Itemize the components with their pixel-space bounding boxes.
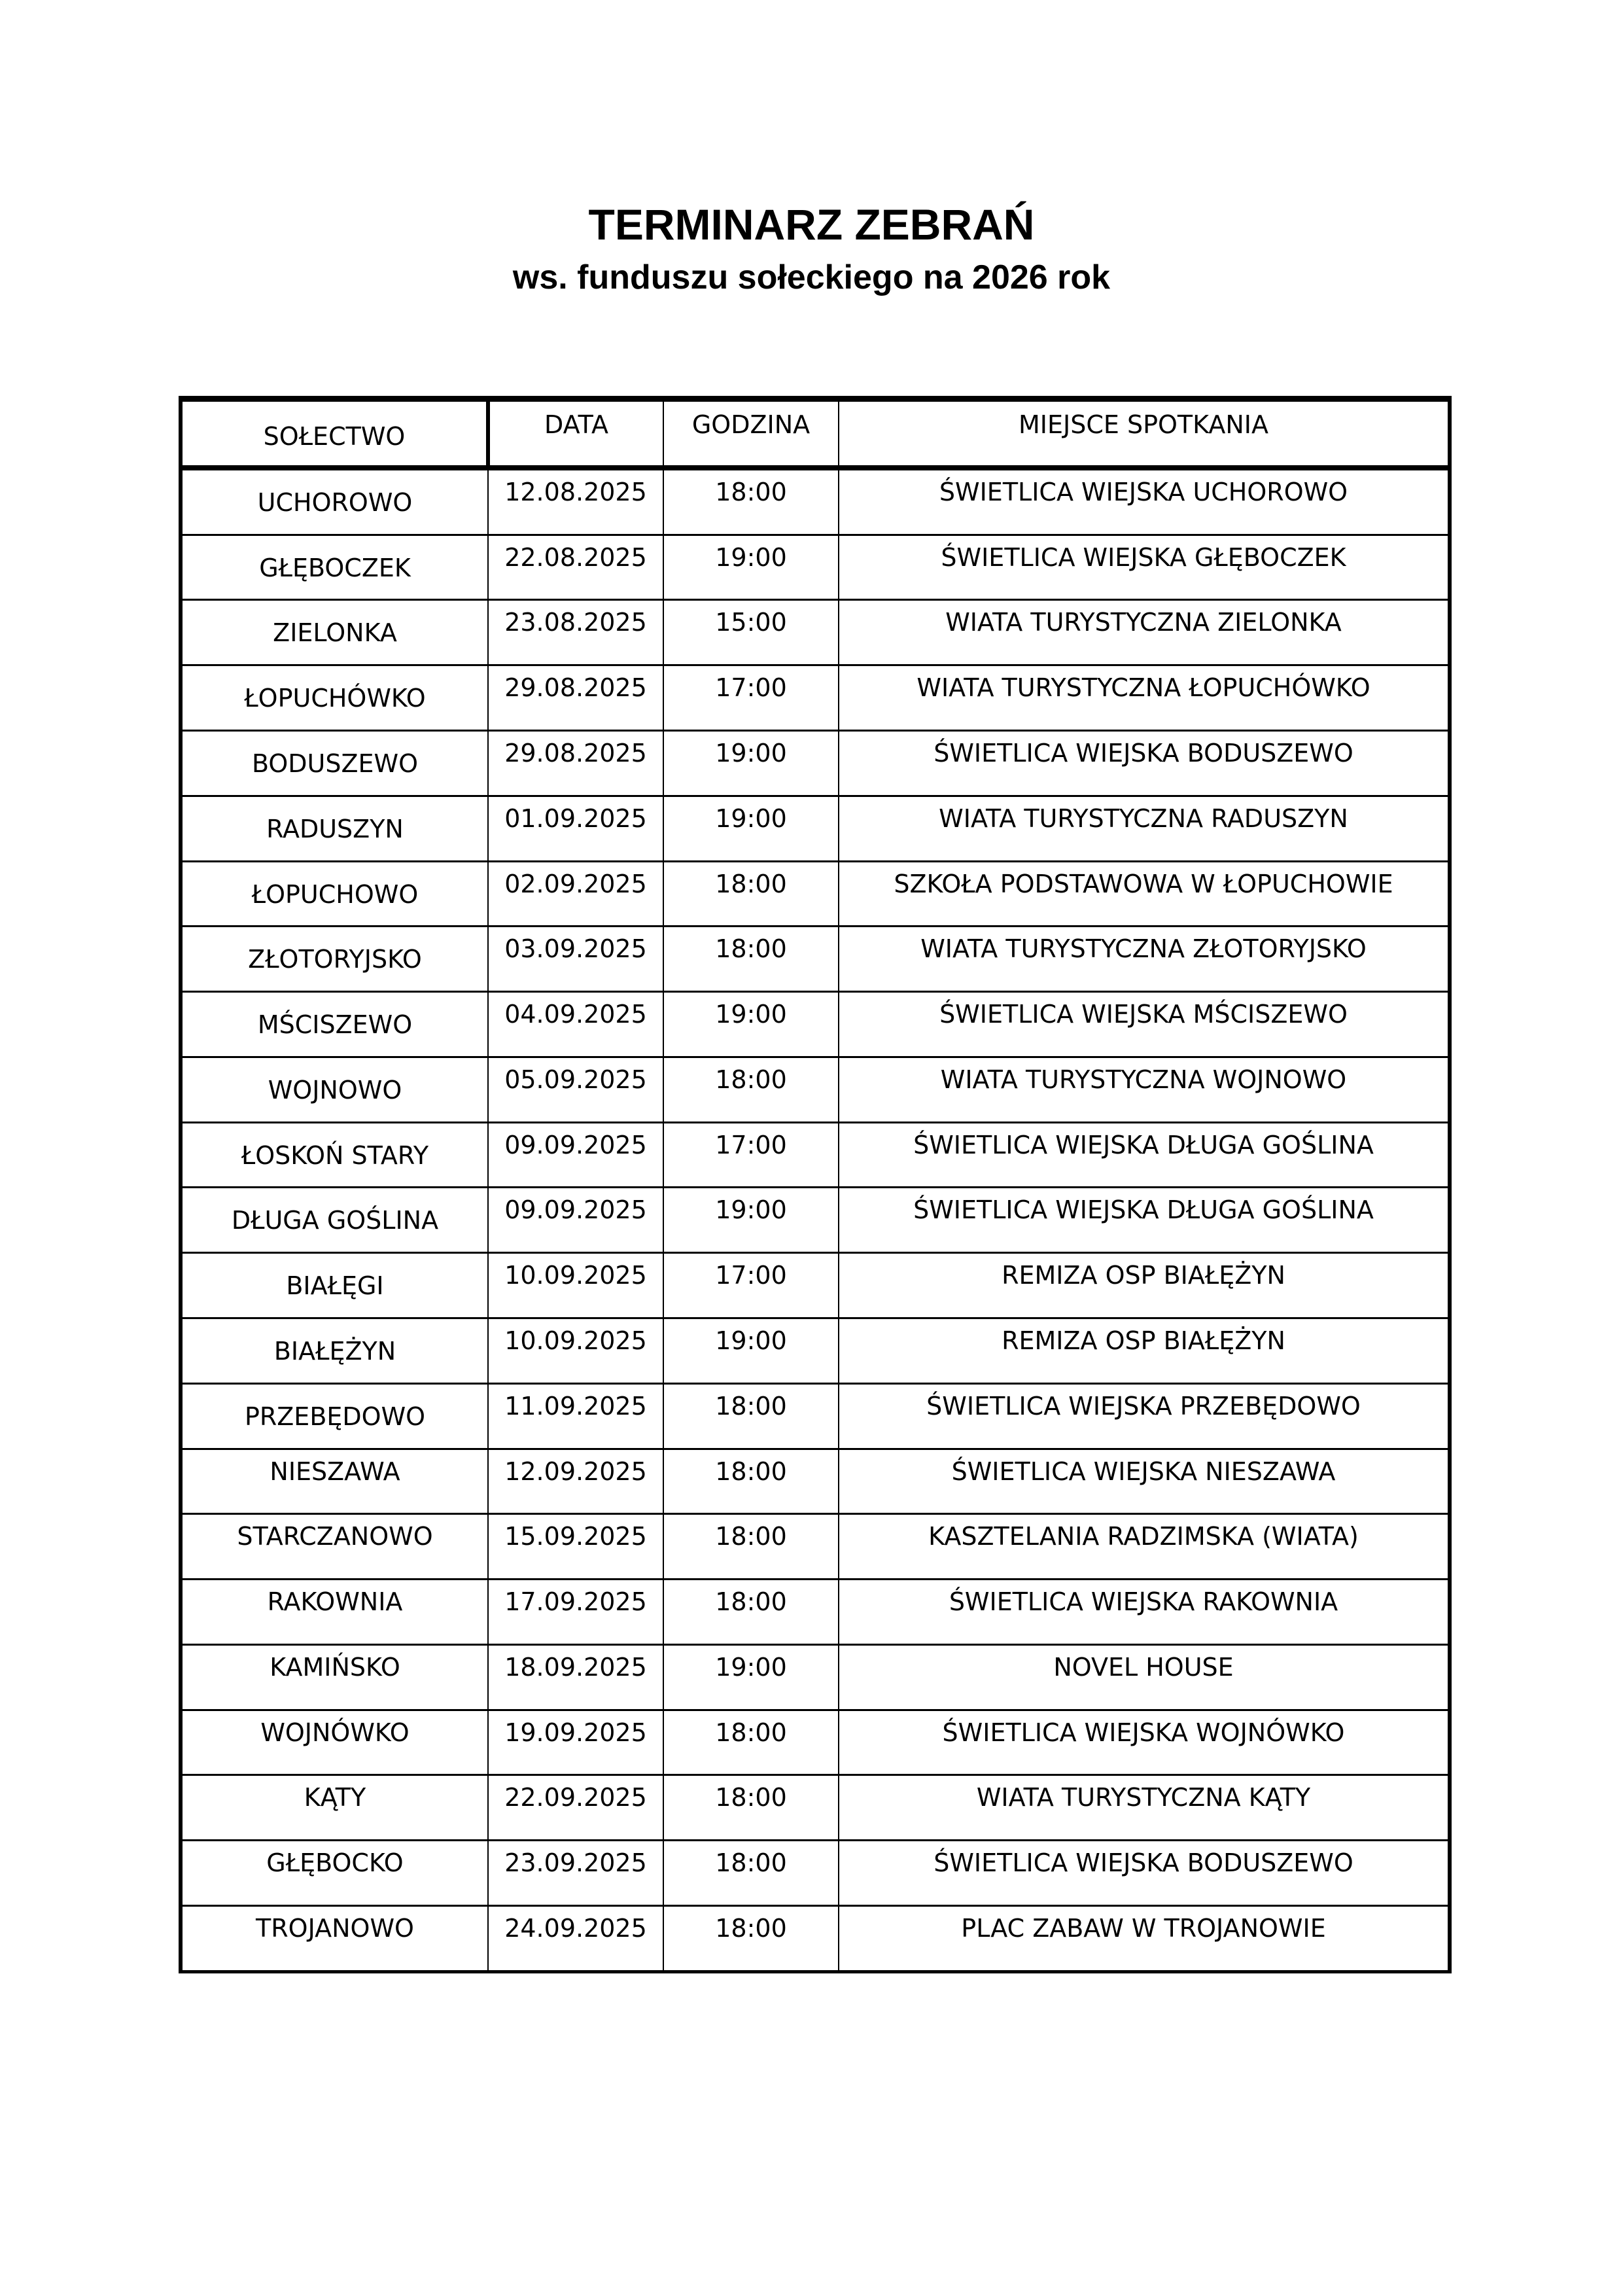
cell-miejsce: KASZTELANIA RADZIMSKA (WIATA) bbox=[928, 1522, 1359, 1551]
cell-godzina-container bbox=[663, 665, 839, 731]
cell-data: 09.09.2025 bbox=[504, 1130, 647, 1159]
cell-data: 22.08.2025 bbox=[504, 542, 647, 572]
cell-solectwo-container bbox=[181, 1057, 488, 1122]
header-cell-data bbox=[488, 399, 663, 468]
cell-solectwo: MŚCISZEWO bbox=[257, 1010, 413, 1040]
cell-data: 03.09.2025 bbox=[504, 934, 647, 964]
cell-solectwo: KAMIŃSKO bbox=[270, 1652, 400, 1682]
cell-data: 19.09.2025 bbox=[504, 1718, 647, 1747]
cell-data: 01.09.2025 bbox=[504, 804, 647, 833]
cell-solectwo-container bbox=[181, 1644, 488, 1710]
header-cell-godzina bbox=[663, 399, 839, 468]
cell-miejsce-container bbox=[839, 1253, 1450, 1318]
cell-miejsce-container bbox=[839, 1775, 1450, 1841]
cell-miejsce: WIATA TURYSTYCZNA RADUSZYN bbox=[939, 804, 1348, 833]
cell-solectwo: KĄTY bbox=[304, 1783, 366, 1812]
cell-solectwo: BIAŁĘŻYN bbox=[273, 1337, 396, 1366]
cell-godzina-container bbox=[663, 1906, 839, 1972]
cell-solectwo-container bbox=[181, 1318, 488, 1384]
cell-data-container bbox=[488, 1057, 663, 1122]
table-row bbox=[181, 1318, 1450, 1384]
cell-godzina-container bbox=[663, 730, 839, 796]
cell-godzina: 18:00 bbox=[715, 1065, 787, 1094]
header-cell-miejsce bbox=[839, 399, 1450, 468]
cell-data: 12.09.2025 bbox=[504, 1457, 647, 1486]
header-solectwo: SOŁECTWO bbox=[263, 422, 406, 451]
cell-miejsce: REMIZA OSP BIAŁĘŻYN bbox=[1002, 1326, 1285, 1355]
cell-miejsce-container bbox=[839, 1122, 1450, 1188]
cell-miejsce: ŚWIETLICA WIEJSKA BODUSZEWO bbox=[934, 738, 1353, 768]
cell-godzina: 17:00 bbox=[715, 1130, 787, 1159]
cell-godzina: 18:00 bbox=[715, 1457, 787, 1486]
cell-solectwo-container bbox=[181, 730, 488, 796]
cell-miejsce-container bbox=[839, 1514, 1450, 1580]
cell-data: 05.09.2025 bbox=[504, 1065, 647, 1094]
cell-solectwo-container bbox=[181, 1906, 488, 1972]
table-row bbox=[181, 1122, 1450, 1188]
cell-godzina-container bbox=[663, 1644, 839, 1710]
table-row bbox=[181, 1253, 1450, 1318]
cell-solectwo: PRZEBĘDOWO bbox=[244, 1402, 426, 1431]
cell-data-container bbox=[488, 1580, 663, 1645]
cell-data-container bbox=[488, 927, 663, 992]
header-miejsce: MIEJSCE SPOTKANIA bbox=[1019, 410, 1268, 439]
cell-solectwo: ZŁOTORYJSKO bbox=[248, 945, 422, 974]
cell-godzina: 18:00 bbox=[715, 1718, 787, 1747]
cell-data: 24.09.2025 bbox=[504, 1914, 647, 1943]
cell-data-container bbox=[488, 1449, 663, 1514]
cell-godzina: 19:00 bbox=[715, 1326, 787, 1355]
cell-miejsce: ŚWIETLICA WIEJSKA BODUSZEWO bbox=[934, 1848, 1353, 1878]
table-row bbox=[181, 665, 1450, 731]
cell-godzina: 19:00 bbox=[715, 1000, 787, 1029]
table-row bbox=[181, 1644, 1450, 1710]
cell-data: 09.09.2025 bbox=[504, 1195, 647, 1225]
cell-godzina: 18:00 bbox=[715, 1914, 787, 1943]
cell-godzina: 19:00 bbox=[715, 1195, 787, 1225]
header-godzina: GODZINA bbox=[691, 410, 811, 439]
cell-data: 02.09.2025 bbox=[504, 869, 647, 898]
cell-data-container bbox=[488, 1318, 663, 1384]
cell-data-container bbox=[488, 730, 663, 796]
cell-miejsce-container bbox=[839, 1449, 1450, 1514]
cell-godzina: 17:00 bbox=[715, 1261, 787, 1290]
cell-data: 17.09.2025 bbox=[504, 1587, 647, 1617]
cell-godzina: 18:00 bbox=[715, 1587, 787, 1617]
table-row bbox=[181, 1710, 1450, 1775]
cell-solectwo-container bbox=[181, 1383, 488, 1449]
cell-godzina: 15:00 bbox=[715, 608, 787, 637]
table-row bbox=[181, 992, 1450, 1057]
cell-data-container bbox=[488, 1383, 663, 1449]
cell-solectwo-container bbox=[181, 796, 488, 861]
header-cell-solectwo bbox=[181, 399, 488, 468]
cell-godzina-container bbox=[663, 1188, 839, 1253]
cell-data: 29.08.2025 bbox=[504, 738, 647, 768]
cell-godzina: 19:00 bbox=[715, 542, 787, 572]
cell-data: 29.08.2025 bbox=[504, 673, 647, 703]
cell-godzina: 19:00 bbox=[715, 738, 787, 768]
table-row bbox=[181, 1580, 1450, 1645]
cell-data-container bbox=[488, 535, 663, 600]
cell-miejsce-container bbox=[839, 927, 1450, 992]
cell-godzina: 17:00 bbox=[715, 673, 787, 703]
cell-solectwo: BODUSZEWO bbox=[251, 749, 419, 778]
cell-miejsce: ŚWIETLICA WIEJSKA PRZEBĘDOWO bbox=[926, 1391, 1361, 1421]
meeting-schedule-table bbox=[179, 396, 1452, 1973]
document-subtitle: ws. funduszu sołeckiego na 2026 rok bbox=[512, 258, 1111, 296]
cell-miejsce-container bbox=[839, 1644, 1450, 1710]
cell-solectwo-container bbox=[181, 1122, 488, 1188]
cell-godzina-container bbox=[663, 796, 839, 861]
cell-data: 04.09.2025 bbox=[504, 1000, 647, 1029]
table-row bbox=[181, 535, 1450, 600]
cell-miejsce: PLAC ZABAW W TROJANOWIE bbox=[961, 1914, 1326, 1943]
cell-data: 23.08.2025 bbox=[504, 608, 647, 637]
cell-godzina-container bbox=[663, 1580, 839, 1645]
table-row bbox=[181, 1841, 1450, 1906]
table-row bbox=[181, 600, 1450, 665]
table-row bbox=[181, 468, 1450, 535]
cell-godzina-container bbox=[663, 1514, 839, 1580]
cell-miejsce: ŚWIETLICA WIEJSKA NIESZAWA bbox=[951, 1457, 1336, 1486]
cell-godzina-container bbox=[663, 1122, 839, 1188]
table-row bbox=[181, 927, 1450, 992]
cell-solectwo: STARCZANOWO bbox=[237, 1522, 433, 1551]
cell-miejsce-container bbox=[839, 1580, 1450, 1645]
cell-miejsce: ŚWIETLICA WIEJSKA UCHOROWO bbox=[939, 477, 1348, 506]
cell-solectwo-container bbox=[181, 1775, 488, 1841]
cell-godzina-container bbox=[663, 1253, 839, 1318]
cell-miejsce: WIATA TURYSTYCZNA WOJNOWO bbox=[940, 1065, 1347, 1094]
cell-godzina-container bbox=[663, 535, 839, 600]
table-row bbox=[181, 1775, 1450, 1841]
cell-solectwo: ZIELONKA bbox=[273, 618, 397, 648]
cell-godzina-container bbox=[663, 1383, 839, 1449]
cell-solectwo-container bbox=[181, 1253, 488, 1318]
cell-data-container bbox=[488, 1122, 663, 1188]
cell-miejsce: ŚWIETLICA WIEJSKA GŁĘBOCZEK bbox=[941, 542, 1346, 572]
cell-solectwo: GŁĘBOCKO bbox=[266, 1848, 404, 1878]
cell-miejsce-container bbox=[839, 1710, 1450, 1775]
cell-godzina: 18:00 bbox=[715, 869, 787, 898]
cell-solectwo-container bbox=[181, 861, 488, 927]
cell-miejsce: WIATA TURYSTYCZNA ZŁOTORYJSKO bbox=[920, 934, 1367, 964]
table-row bbox=[181, 1449, 1450, 1514]
cell-data-container bbox=[488, 1253, 663, 1318]
cell-godzina: 18:00 bbox=[715, 1783, 787, 1812]
cell-miejsce: ŚWIETLICA WIEJSKA DŁUGA GOŚLINA bbox=[913, 1130, 1374, 1159]
table-row bbox=[181, 861, 1450, 927]
cell-solectwo: WOJNOWO bbox=[268, 1075, 402, 1104]
cell-solectwo-container bbox=[181, 992, 488, 1057]
cell-data: 12.08.2025 bbox=[504, 477, 647, 506]
cell-miejsce-container bbox=[839, 1383, 1450, 1449]
cell-solectwo: BIAŁĘGI bbox=[286, 1271, 384, 1301]
cell-solectwo-container bbox=[181, 1188, 488, 1253]
cell-miejsce-container bbox=[839, 1057, 1450, 1122]
table-row bbox=[181, 730, 1450, 796]
cell-data-container bbox=[488, 1514, 663, 1580]
cell-data: 10.09.2025 bbox=[504, 1326, 647, 1355]
cell-data-container bbox=[488, 600, 663, 665]
cell-data-container bbox=[488, 1906, 663, 1972]
cell-godzina-container bbox=[663, 927, 839, 992]
cell-solectwo: UCHOROWO bbox=[257, 487, 413, 517]
cell-solectwo: NIESZAWA bbox=[270, 1457, 400, 1486]
cell-miejsce-container bbox=[839, 1188, 1450, 1253]
table-row bbox=[181, 1514, 1450, 1580]
cell-godzina-container bbox=[663, 1449, 839, 1514]
cell-miejsce-container bbox=[839, 535, 1450, 600]
cell-data: 23.09.2025 bbox=[504, 1848, 647, 1878]
cell-miejsce-container bbox=[839, 665, 1450, 731]
cell-miejsce: WIATA TURYSTYCZNA ZIELONKA bbox=[945, 608, 1342, 637]
table-row bbox=[181, 1906, 1450, 1972]
cell-data: 11.09.2025 bbox=[504, 1391, 647, 1421]
header-data: DATA bbox=[544, 410, 608, 439]
cell-data: 15.09.2025 bbox=[504, 1522, 647, 1551]
cell-solectwo-container bbox=[181, 1710, 488, 1775]
cell-miejsce: ŚWIETLICA WIEJSKA RAKOWNIA bbox=[949, 1587, 1338, 1617]
cell-solectwo-container bbox=[181, 600, 488, 665]
cell-godzina-container bbox=[663, 992, 839, 1057]
cell-solectwo-container bbox=[181, 1514, 488, 1580]
table-row bbox=[181, 1057, 1450, 1122]
document-title: TERMINARZ ZEBRAŃ bbox=[588, 200, 1035, 249]
cell-miejsce: ŚWIETLICA WIEJSKA DŁUGA GOŚLINA bbox=[913, 1195, 1374, 1225]
cell-data: 18.09.2025 bbox=[504, 1652, 647, 1682]
cell-solectwo: ŁOPUCHOWO bbox=[251, 879, 419, 909]
cell-solectwo: WOJNÓWKO bbox=[260, 1718, 410, 1747]
cell-miejsce-container bbox=[839, 861, 1450, 927]
cell-data-container bbox=[488, 992, 663, 1057]
cell-miejsce-container bbox=[839, 600, 1450, 665]
cell-solectwo-container bbox=[181, 927, 488, 992]
cell-solectwo: TROJANOWO bbox=[256, 1914, 414, 1943]
cell-godzina-container bbox=[663, 1710, 839, 1775]
cell-solectwo-container bbox=[181, 535, 488, 600]
cell-miejsce-container bbox=[839, 992, 1450, 1057]
cell-godzina-container bbox=[663, 1841, 839, 1906]
cell-solectwo-container bbox=[181, 1449, 488, 1514]
cell-miejsce: NOVEL HOUSE bbox=[1053, 1652, 1234, 1682]
cell-miejsce-container bbox=[839, 730, 1450, 796]
cell-godzina: 18:00 bbox=[715, 1522, 787, 1551]
cell-godzina-container bbox=[663, 861, 839, 927]
cell-solectwo: GŁĘBOCZEK bbox=[259, 553, 411, 582]
cell-data-container bbox=[488, 1841, 663, 1906]
cell-godzina: 18:00 bbox=[715, 934, 787, 964]
table-row bbox=[181, 796, 1450, 861]
cell-data-container bbox=[488, 1644, 663, 1710]
cell-data: 22.09.2025 bbox=[504, 1783, 647, 1812]
cell-miejsce: WIATA TURYSTYCZNA ŁOPUCHÓWKO bbox=[916, 673, 1370, 703]
table-row bbox=[181, 1383, 1450, 1449]
cell-godzina: 19:00 bbox=[715, 804, 787, 833]
cell-miejsce: ŚWIETLICA WIEJSKA WOJNÓWKO bbox=[942, 1718, 1345, 1747]
cell-godzina-container bbox=[663, 1318, 839, 1384]
cell-data-container bbox=[488, 796, 663, 861]
cell-godzina-container bbox=[663, 468, 839, 535]
cell-miejsce-container bbox=[839, 1841, 1450, 1906]
cell-solectwo-container bbox=[181, 468, 488, 535]
cell-miejsce: ŚWIETLICA WIEJSKA MŚCISZEWO bbox=[939, 1000, 1348, 1029]
cell-godzina-container bbox=[663, 600, 839, 665]
cell-solectwo: RADUSZYN bbox=[266, 814, 404, 843]
cell-miejsce-container bbox=[839, 796, 1450, 861]
table-header-row bbox=[181, 399, 1450, 468]
table-row bbox=[181, 1188, 1450, 1253]
schedule-body bbox=[181, 399, 1450, 1972]
cell-solectwo-container bbox=[181, 665, 488, 731]
cell-data-container bbox=[488, 1188, 663, 1253]
cell-solectwo-container bbox=[181, 1841, 488, 1906]
cell-solectwo: ŁOSKOŃ STARY bbox=[241, 1140, 429, 1170]
cell-solectwo-container bbox=[181, 1580, 488, 1645]
cell-miejsce: WIATA TURYSTYCZNA KĄTY bbox=[976, 1783, 1311, 1812]
cell-data-container bbox=[488, 861, 663, 927]
cell-data-container bbox=[488, 665, 663, 731]
cell-godzina-container bbox=[663, 1057, 839, 1122]
cell-solectwo: RAKOWNIA bbox=[267, 1587, 403, 1617]
cell-data: 10.09.2025 bbox=[504, 1261, 647, 1290]
cell-data-container bbox=[488, 1775, 663, 1841]
cell-godzina: 18:00 bbox=[715, 1848, 787, 1878]
cell-miejsce: SZKOŁA PODSTAWOWA W ŁOPUCHOWIE bbox=[894, 869, 1393, 898]
cell-miejsce-container bbox=[839, 1906, 1450, 1972]
cell-miejsce-container bbox=[839, 468, 1450, 535]
cell-miejsce-container bbox=[839, 1318, 1450, 1384]
cell-godzina: 19:00 bbox=[715, 1652, 787, 1682]
cell-data-container bbox=[488, 1710, 663, 1775]
cell-godzina: 18:00 bbox=[715, 477, 787, 506]
cell-godzina: 18:00 bbox=[715, 1391, 787, 1421]
cell-miejsce: REMIZA OSP BIAŁĘŻYN bbox=[1002, 1261, 1285, 1290]
cell-data-container bbox=[488, 468, 663, 535]
cell-solectwo: ŁOPUCHÓWKO bbox=[244, 684, 426, 713]
cell-solectwo: DŁUGA GOŚLINA bbox=[231, 1206, 439, 1235]
cell-godzina-container bbox=[663, 1775, 839, 1841]
